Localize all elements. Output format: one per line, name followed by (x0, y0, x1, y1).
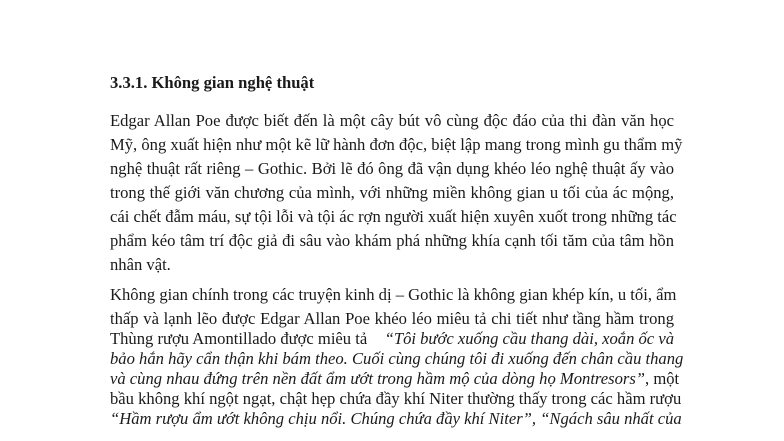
paragraph-1-line-1: Edgar Allan Poe được biết đến là một cây bút vô cùng độc đáo của thi đàn văn học (110, 111, 674, 130)
paragraph-2-line-1: Không gian chính trong các truyện kinh dị – Gothic là không gian khép kín, u tối, ẩm (110, 285, 677, 304)
paragraph-1-line-4: trong thế giới văn chương của mình, với những miền không gian u tối của ác mộng, (110, 183, 674, 202)
paragraph-1-line-2: Mỹ, ông xuất hiện như một kẽ lữ hành đơn độc, biệt lập mang trong mình gu thẩm mỹ (110, 135, 683, 154)
paragraph-2-line-5 (110, 369, 680, 389)
paragraph-1-line-7: nhân vật. (110, 255, 171, 274)
paragraph-2-line-3-text: Thùng rượu Amontillado được miêu tả (110, 329, 372, 348)
quote-text: và cùng nhau đứng trên nền đất ẩm ướt trong hầm mộ của dòng họ Montresors” (110, 369, 646, 388)
paragraph-2-line-6: bầu không khí ngột ngạt, chật hẹp chứa đầy khí Niter thường thấy trong các hầm rượu (110, 389, 682, 408)
quote-text: “Hầm rượu ẩm ướt không chịu nổi. Chúng chứa đầy khí Niter”, “Ngách sâu nhất của (110, 409, 682, 428)
section-heading: 3.3.1. Không gian nghệ thuật (110, 73, 315, 92)
paragraph-2-line-2: thấp và lạnh lẽo được Edgar Allan Poe khéo léo miêu tả chi tiết như tầng hầm trong (110, 309, 674, 328)
paragraph-2-line-5-text: , một (645, 369, 680, 388)
paragraph-2-line-3 (110, 329, 674, 349)
paragraph-1-line-6: phẩm kéo tâm trí độc giả đi sâu vào khám phá những khía cạnh tối tăm của tâm hồn (110, 231, 674, 250)
paragraph-1-line-5: cái chết đẫm máu, sự tội lỗi và tội ác rợn người xuất hiện xuyên xuốt trong những tác (110, 207, 677, 226)
quote-text: bảo hắn hãy cẩn thận khi bám theo. Cuối cùng chúng tôi đi xuống đến chân cầu thang (110, 349, 684, 368)
paragraph-1-line-3: nghệ thuật rất riêng – Gothic. Bởi lẽ đó ông đã vận dụng khéo léo nghệ thuật ấy vào (110, 159, 674, 178)
quote-text: “Tôi bước xuống cầu thang dài, xoắn ốc và (384, 329, 674, 348)
